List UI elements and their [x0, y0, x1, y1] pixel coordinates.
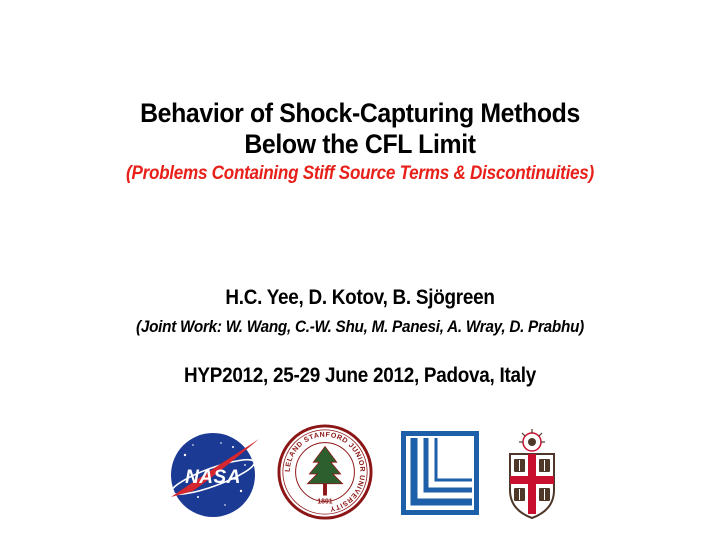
- title-line-1: Behavior of Shock-Capturing Methods: [140, 98, 580, 128]
- authors: H.C. Yee, D. Kotov, B. Sjögreen: [225, 286, 495, 309]
- title-line-2: Below the CFL Limit: [244, 129, 476, 159]
- nasa-meatball-logo: [163, 425, 263, 525]
- joint-work: (Joint Work: W. Wang, C.-W. Shu, M. Panesi, A. Wray, D. Prabhu): [136, 317, 584, 336]
- stanford-seal-text: LELAND STANFORD JUNIOR UNIVERSITY: [284, 431, 366, 513]
- nasa-wordmark: NASA: [185, 467, 241, 488]
- brown-university-shield-logo: [504, 428, 560, 520]
- stanford-year: 1891: [317, 498, 333, 506]
- stanford-seal-logo: [276, 423, 374, 521]
- conference-info: HYP2012, 25-29 June 2012, Padova, Italy: [184, 364, 536, 387]
- llnl-logo: [400, 430, 480, 516]
- subtitle: (Problems Containing Stiff Source Terms & Discontinuities): [126, 163, 594, 184]
